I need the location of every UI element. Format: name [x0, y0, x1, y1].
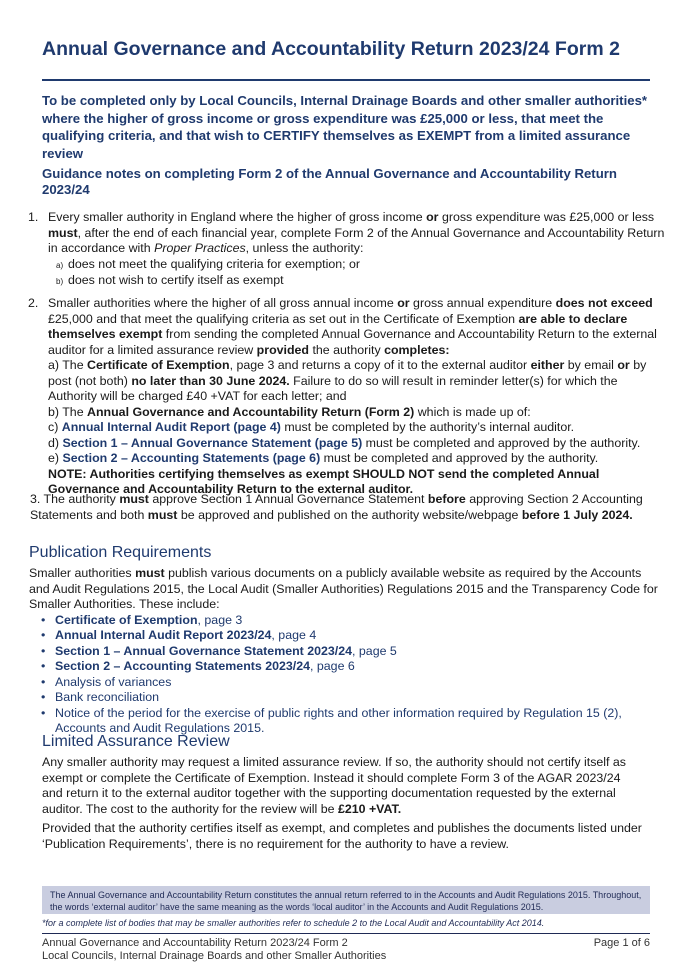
title-divider: [42, 79, 650, 81]
note-2: [28, 296, 668, 498]
footer-line-1: Annual Governance and Accountability Return 2023/24 Form 2: [42, 937, 348, 949]
footer-divider: [42, 933, 650, 934]
publication-text: Smaller authorities must publish various documents on a publicly available website as required by the Accounts and Audit Regulations 2015, the Local Audit (Smaller Authorities) Regulations 2015 and the Transparency Code for Smaller Authorities. These include:: [29, 566, 658, 611]
note-number: 2.: [28, 296, 39, 310]
list-item: • Section 2 – Accounting Statements 2023/24, page 6: [41, 659, 355, 673]
page-title: Annual Governance and Accountability Return 2023/24 Form 2: [42, 38, 620, 60]
list-item: • Annual Internal Audit Report 2023/24, page 4: [41, 628, 317, 642]
note-1-item-a: a) does not meet the qualifying criteria for exemption; or: [56, 256, 361, 271]
note-2-item-d: d) Section 1 – Annual Governance Statement (page 5) must be completed and approved by the authority.: [48, 435, 641, 450]
note-2-item-b: b) The Annual Governance and Accountability Return (Form 2) which is made up of:: [48, 404, 531, 419]
guidance-title: Guidance notes on completing Form 2 of the Annual Governance and Accountability Return 2023/24: [42, 166, 617, 197]
publication-heading: Publication Requirements: [29, 544, 212, 561]
footer-text: [42, 937, 386, 963]
page-number: Page 1 of 6: [593, 937, 650, 949]
intro-text: To be completed only by Local Councils, Internal Drainage Boards and other smaller authorities* where the higher of gross income or gross expenditure was £25,000 or less, that meet the qualifying criteria, and that wish to CERTIFY themselves as EXEMPT from a limited assurance review: [42, 93, 648, 161]
note-1-text: Every smaller authority in England where the higher of gross income or gross expenditure was £25,000 or less must, after the end of each financial year, complete Form 2 of the Annual Governance and Accountability Return in accordance with Proper Practices, unless the authority:: [48, 210, 665, 255]
limited-assurance-proviso: Provided that the authority certifies itself as exempt, and completes and publishes the documents listed under ‘Publication Requirements’, there is no requirement for the authority to have a review.: [42, 821, 642, 851]
list-item: • Analysis of variances: [41, 674, 172, 689]
list-item: • Section 1 – Annual Governance Statement 2023/24, page 5: [41, 643, 397, 658]
publication-list: [29, 613, 659, 737]
list-item: • Notice of the period for the exercise of public rights and other information required by Regulation 15 (2), Accounts and Audit Regulations 2015.: [41, 705, 622, 735]
note-2-warning: NOTE: Authorities certifying themselves as exempt SHOULD NOT send the completed Annual Governance and Accountability Return to the external auditor.: [48, 466, 600, 496]
limited-assurance-text: Any smaller authority may request a limited assurance review. If so, the authority should not certify itself as exempt or complete the Certificate of Exemption. Instead it should complete Form 3 of the AGAR 2023/24 and return it to the external auditor together with the supporting documentation requested by the external auditor. The cost to the authority for the review will be £210 +VAT.: [42, 755, 626, 816]
note-3: 3. The authority must approve Section 1 Annual Governance Statement before approving Section 2 Accounting Statements and both must be approved and published on the authority website/webpage before 1 July 2024.: [30, 492, 643, 522]
note-1-item-b: b) does not wish to certify itself as exempt: [56, 273, 284, 287]
footnote: *for a complete list of bodies that may be smaller authorities refer to schedule 2 to the Local Audit and Accountability Act 2014.: [42, 918, 545, 928]
list-item: • Certificate of Exemption, page 3: [41, 612, 243, 627]
note-2-text: Smaller authorities where the higher of all gross annual income or gross annual expenditure does not exceed £25,000 and that meet the qualifying criteria as set out in the Certificate of Exemption are able to declare themselves exempt from sending the completed Annual Governance and Accountability Return to the external auditor for a limited assurance review provided the authority completes: a) The Certificate of Exemption, page 3 and returns a copy of it to the external auditor either by email or by post (not both) no later than 30 June 2024. Failure to do so will result in reminder letter(s) for which the Authority will be charged £40 +VAT for each letter; and b) The Annual Governance and Accountability Return (Form 2) which is made up of: c) Annual Internal Audit Report (page 4) must be completed by the authority’s internal auditor. d) Section 1 – Annual Governance Statement (page 5) must be completed and approved by the authority. e) Section 2 – Accounting Statements (page 6) must be completed and approved by the authority. NOTE: Authorities certifying themselves as exempt SHOULD NOT send the completed Annual Governance and Accountability Return to the external auditor.: [48, 296, 668, 498]
note-2-item-c: c) Annual Internal Audit Report (page 4) must be completed by the authority’s internal auditor.: [48, 420, 575, 434]
list-item: • Bank reconciliation: [41, 690, 160, 704]
note-2-item-e: e) Section 2 – Accounting Statements (page 6) must be completed and approved by the authority.: [48, 451, 599, 465]
footer-line-2: Local Councils, Internal Drainage Boards and other Smaller Authorities: [42, 950, 387, 962]
limited-assurance-section: [42, 755, 642, 852]
note-1: [28, 210, 668, 290]
limited-assurance-heading: Limited Assurance Review: [42, 733, 230, 750]
note-number: 1.: [28, 210, 39, 224]
regulation-note-box: The Annual Governance and Accountability Return constitutes the annual return referred to in the Accounts and Audit Regulations 2015. Throughout, the words ‘external auditor’ have the same meaning as the words ‘local auditor’ in the Accounts and Audit Regulations 2015.: [42, 886, 650, 914]
note-2-item-a: a) The Certificate of Exemption, page 3 and returns a copy of it to the external auditor either by email or by post (not both) no later than 30 June 2024. Failure to do so will result in reminder letter(s) for which the Authority will be charged £40 +VAT for each letter; and: [48, 358, 647, 403]
publication-section: [29, 566, 659, 737]
